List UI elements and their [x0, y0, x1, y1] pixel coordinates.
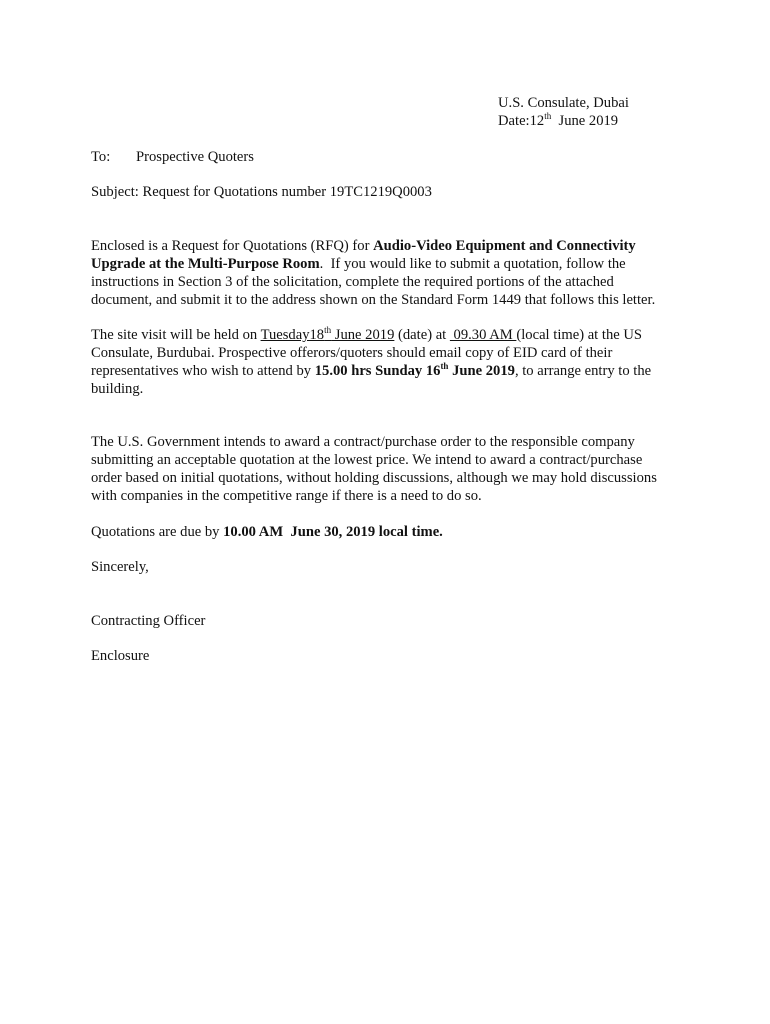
to-recipient: Prospective Quoters: [136, 149, 254, 165]
closing: Sincerely,: [91, 559, 149, 575]
due-deadline: 10.00 AM June 30, 2019 local time.: [223, 524, 443, 540]
to-label: To:: [91, 149, 111, 165]
site-visit-date: Tuesday18th June 2019: [260, 325, 395, 343]
signer-title: Contracting Officer: [91, 613, 206, 629]
eid-deadline: 15.00 hrs Sunday 16th June 2019: [314, 361, 515, 379]
sender-location: U.S. Consulate, Dubai: [498, 95, 629, 111]
enclosure-note: Enclosure: [91, 648, 150, 664]
letter-date: Date:12th June 2019: [498, 111, 619, 129]
paragraph-rfq-intro: Enclosed is a Request for Quotations (RFQ) for Audio-Video Equipment and Connectivity Upgrade at the Multi-Purpose Room. If you would like to submit a quotation, follow the instructions in Section 3 of the solicitation, complete the required portions of the attached document, and submit it to the address shown on the Standard Form 1449 that follows this letter.: [91, 238, 656, 308]
site-visit-time: 09.30 AM: [449, 327, 517, 343]
paragraph-site-visit: The site visit will be held on Tuesday18th June 2019 (date) at 09.30 AM (local time) at the US Consulate, Burdubai. Prospective offerors/quoters should email copy of EID card of their representatives who wish to attend by 15.00 hrs Sunday 16th June 2019, to arrange entry to the building.: [91, 325, 652, 397]
quotation-due-line: Quotations are due by 10.00 AM June 30, 2019 local time.: [91, 524, 443, 540]
paragraph-award-intent: The U.S. Government intends to award a contract/purchase order to the responsible company submitting an acceptable quotation at the lowest price. We intend to award a contract/purchase order based on initial quotations, without holding discussions, although we may hold discussions with companies in the competitive range if there is a need to do so.: [91, 434, 657, 504]
subject-line: Subject: Request for Quotations number 19TC1219Q0003: [91, 184, 432, 200]
